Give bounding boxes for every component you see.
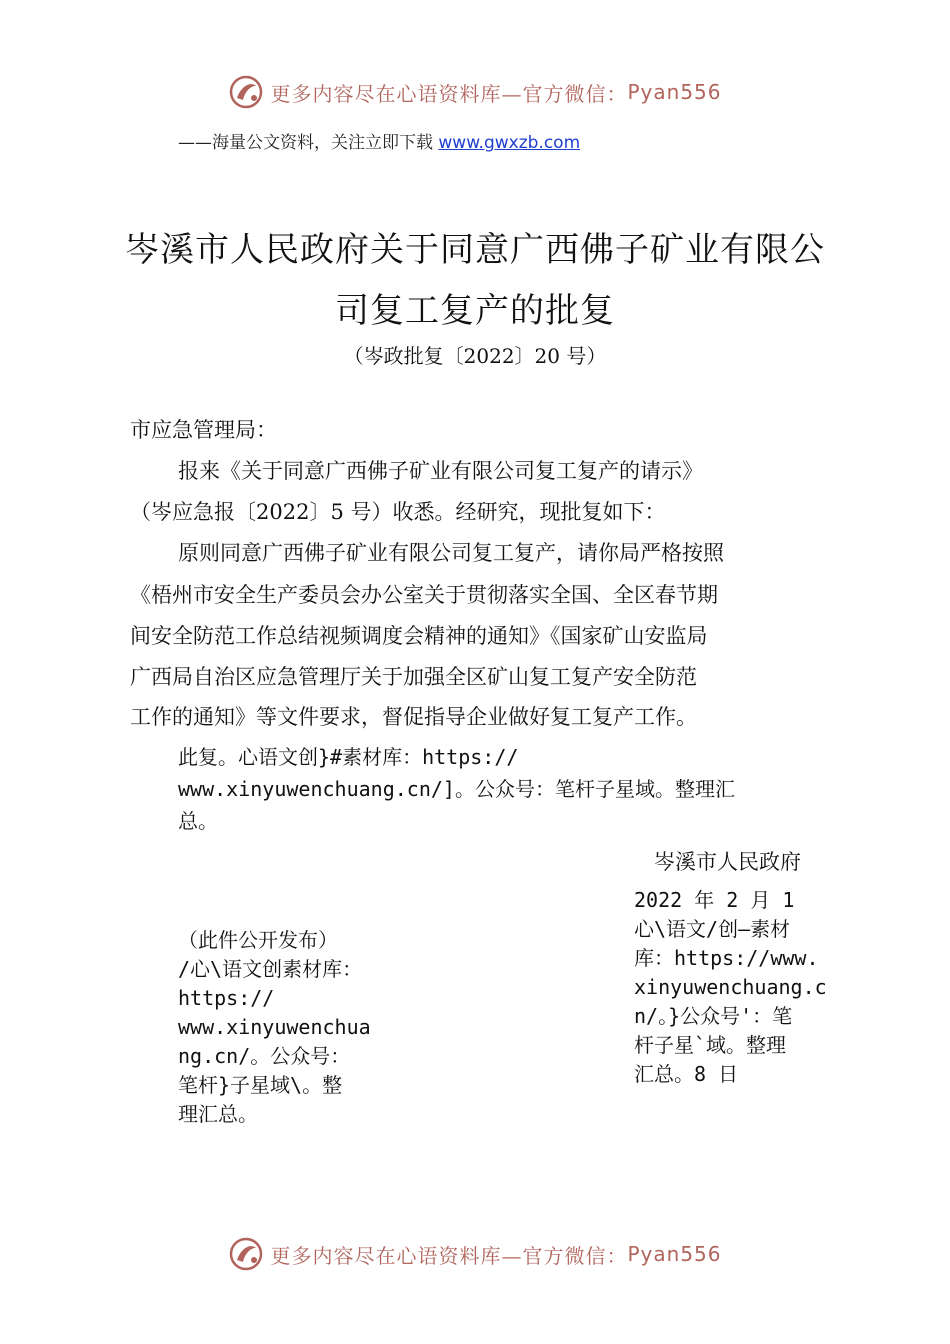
left-col-line: /心\语文创素材库： bbox=[178, 957, 363, 981]
left-column bbox=[178, 926, 371, 1129]
right-col-line: 库：https://www. bbox=[634, 946, 819, 970]
brand-logo-icon bbox=[228, 1236, 264, 1272]
para2-line-4: 广西局自治区应急管理厅关于加强全区矿山复工复产安全防范 bbox=[130, 665, 697, 689]
header-banner bbox=[0, 70, 950, 114]
recipient: 市应急管理局： bbox=[130, 418, 277, 442]
footer-banner bbox=[0, 1232, 950, 1276]
banner-text: 更多内容尽在心语资料库—官方微信： bbox=[270, 81, 628, 106]
doc-title-line-1: 岑溪市人民政府关于同意广西佛子矿业有限公 bbox=[125, 230, 825, 270]
footer-banner-wechat-id: Pyan556 bbox=[627, 1242, 722, 1266]
left-col-line: ng.cn/。公众号： bbox=[178, 1044, 351, 1068]
left-col-line: https:// bbox=[178, 986, 275, 1010]
para1-line-2: （岑应急报〔2022〕5 号）收悉。经研究，现批复如下： bbox=[130, 500, 666, 524]
closing-line-1: 此复。心语文创}#素材库：https:// bbox=[178, 745, 519, 769]
right-col-line: 杆子星`域。整理 bbox=[634, 1033, 787, 1057]
para1-line-1: 报来《关于同意广西佛子矿业有限公司复工复产的请示》 bbox=[178, 459, 703, 483]
para2-line-3: 间安全防范工作总结视频调度会精神的通知》《国家矿山安监局 bbox=[130, 624, 708, 648]
right-col-line: n/。}公众号'：笔 bbox=[634, 1004, 793, 1028]
closing-line-2: www.xinyuwenchuang.cn/]。公众号：笔杆子星域。整理汇 bbox=[178, 777, 735, 801]
right-column bbox=[634, 886, 827, 1089]
para2-line-1: 原则同意广西佛子矿业有限公司复工复产，请你局严格按照 bbox=[178, 541, 724, 565]
download-link[interactable]: www.gwxzb.com bbox=[438, 133, 581, 153]
download-notice bbox=[178, 128, 580, 153]
issuer: 岑溪市人民政府 bbox=[654, 850, 801, 874]
download-notice-text: ——海量公文资料，关注立即下载 bbox=[178, 133, 439, 153]
doc-number: （岑政批复〔2022〕20 号） bbox=[343, 344, 607, 368]
right-col-line: xinyuwenchuang.c bbox=[634, 975, 827, 999]
doc-title-line-2: 司复工复产的批复 bbox=[335, 291, 615, 331]
para2-line-2: 《梧州市安全生产委员会办公室关于贯彻落实全国、全区春节期 bbox=[130, 583, 718, 607]
closing-line-3: 总。 bbox=[178, 809, 218, 833]
footer-banner-text: 更多内容尽在心语资料库—官方微信： bbox=[270, 1243, 628, 1268]
para2-line-5: 工作的通知》等文件要求，督促指导企业做好复工复产工作。 bbox=[130, 705, 697, 729]
left-col-line: www.xinyuwenchua bbox=[178, 1015, 371, 1039]
left-col-line: 笔杆}子星域\。整 bbox=[178, 1073, 343, 1097]
banner-wechat-id: Pyan556 bbox=[627, 80, 722, 104]
brand-logo-icon bbox=[228, 74, 264, 110]
right-col-line: 心\语文/创—素材 bbox=[634, 917, 791, 941]
right-col-line: 汇总。8 日 bbox=[634, 1062, 739, 1086]
left-col-line: 理汇总。 bbox=[178, 1102, 258, 1126]
left-col-line: （此件公开发布） bbox=[178, 928, 338, 952]
right-col-line: 2022 年 2 月 1 bbox=[634, 888, 795, 912]
